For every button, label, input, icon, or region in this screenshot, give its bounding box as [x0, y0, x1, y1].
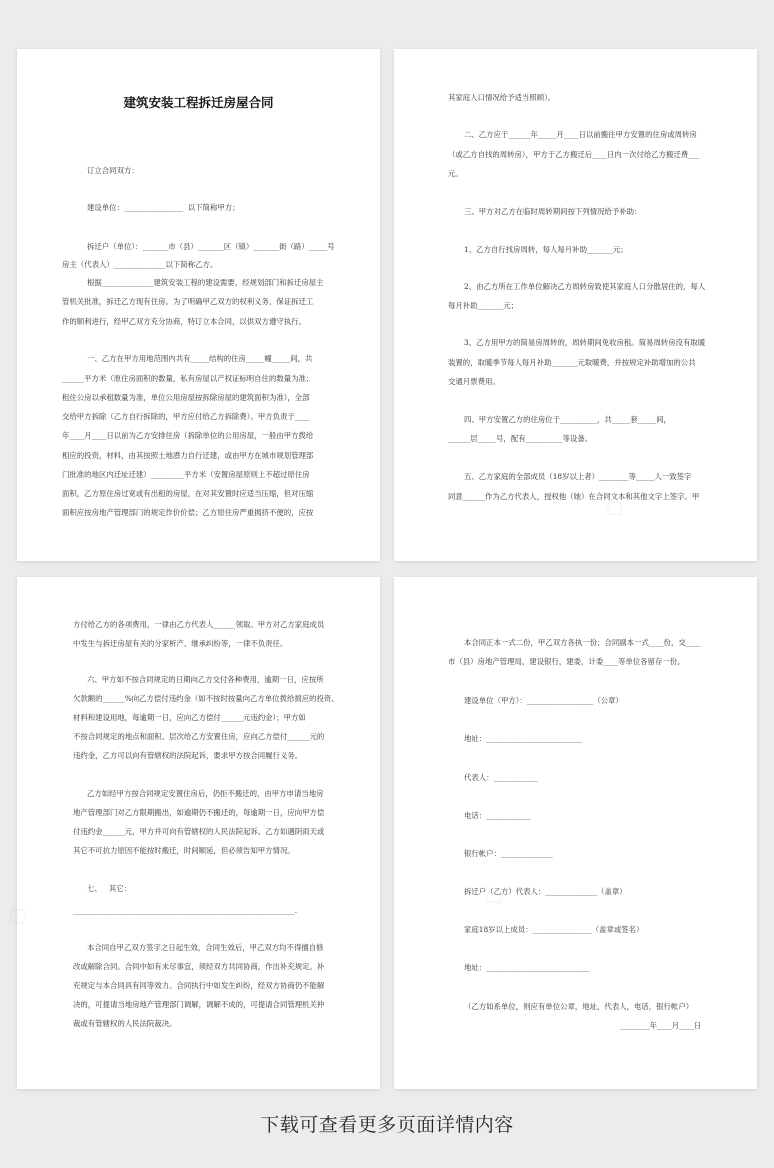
text-line: 中发生与拆迁房屋有关的分家析产、继承纠纷等，一律不负责任。 — [73, 639, 288, 648]
text-line: 裁或有管辖权的人民法院裁决。 — [73, 1019, 177, 1028]
text-line: 六、甲方如不按合同规定的日期向乙方交付各种费用，逾期一日，应按所 — [87, 675, 324, 684]
text-line: 3、乙方用甲方的简易房周转的，周转期间免收房租。简易周转房没有取暖 — [464, 338, 706, 347]
text-line: （乙方如系单位，则应有单位公章，地址，代表人，电话，银行帐户） — [464, 1002, 694, 1011]
text-line: 拆迁户（单位）：_______市（县）_______区（镇）_______街（路）_____号 — [87, 242, 335, 251]
text-line: 交给甲方拆除（乙方自行拆除的，甲方应付给乙方拆除费）。甲方负责于____ — [62, 412, 310, 421]
text-line: 建设单位：________________ 以下简称甲方； — [87, 203, 240, 212]
text-line: 二、乙方应于______年_____月____日以前搬往甲方安置的住房或周转房 — [464, 130, 697, 139]
text-line: 根据______________建筑安装工程的建设需要，经规划部门和拆迁房屋主 — [87, 278, 324, 287]
text-line: 同意______作为乙方代表人，授权他（她）在合同文本和其他文字上签字。甲 — [448, 492, 700, 501]
text-line: 门批准的地区内迁址迁建）_________平方米（安置房屋原则上不超过原住房 — [62, 470, 310, 479]
text-line: 地址：____________________________ — [464, 963, 590, 972]
text-line: 订立合同双方： — [87, 166, 139, 175]
text-line: 本合同正本一式二份，甲乙双方各执一份；合同副本一式____份，交____ — [464, 638, 701, 647]
text-line: （或乙方自找的周转房），甲方于乙方搬迁后____日内一次付给乙方搬迁费___ — [448, 150, 700, 159]
text-line: 其家庭人口情况给予适当照顾）。 — [448, 93, 556, 102]
text-line: 地址：__________________________ — [464, 734, 583, 743]
text-line: 2、由乙方所在工作单位解决乙方周转房致使其家庭人口分散居住的，每人 — [464, 282, 706, 291]
text-line: 市（县）房地产管理局，建设银行，建委，计委____等单位各留存一份。 — [448, 657, 685, 666]
text-line: 家庭18岁以上成员：________________（盖章或签名） — [464, 925, 644, 934]
text-line: 租住公房以承租数量为准，单位公用房屋按拆除房屋的建筑面积为准），全部 — [62, 393, 310, 402]
text-line: 管机关批准，拆迁乙方现有住房。为了明确甲乙双方的权利义务，保证拆迁工 — [62, 297, 314, 306]
text-line: 建设单位（甲方）：__________________（公章） — [464, 696, 623, 705]
text-line: 本合同自甲乙双方签字之日起生效，合同生效后，甲乙双方均不得擅自修 — [87, 943, 324, 952]
text-line: 银行帐户：______________ — [464, 849, 553, 858]
text-line: 作的顺利进行，经甲乙双方充分协商，特订立本合同，以供双方遵守执行。 — [62, 317, 306, 326]
text-line: 改或解除合同。合同中如有未尽事宜，须经双方共同协商，作出补充规定。补 — [73, 962, 325, 971]
text-line: 面积应按房地产管理部门的规定作价价偿；乙方原住房严重拥挤不便的，应按 — [62, 508, 314, 517]
text-line: 房主（代表人）______________以下简称乙方。 — [62, 260, 218, 269]
text-line: 付违约金______元，甲方并可向有管辖权的人民法院起诉。乙方如遇阴雨天或 — [73, 827, 325, 836]
text-line: ____________________________________________________________. — [73, 906, 298, 915]
text-line: 一、乙方在甲方用地范围内共有_____结构的住房_____幢_____间，共 — [87, 354, 313, 363]
text-line: 七、 其它： — [87, 884, 132, 893]
text-line: 不按合同规定的地点和面积、层次给乙方安置住房，应向乙方偿付______元的 — [73, 732, 325, 741]
text-line: 年____月____日以前为乙方安排住房（拆除单位的公用房屋，一般由甲方拨给 — [62, 431, 314, 440]
text-line: 装置的，取暖季节每人每月补助_______元取暖费，并按规定补助增加的公共 — [448, 358, 696, 367]
text-line: 四、甲方安置乙方的住房位于__________，共_____套_____间， — [464, 415, 671, 424]
text-line: 拆迁户（乙方）代表人：______________（盖章） — [464, 887, 627, 896]
text-line: 电话：____________ — [464, 811, 531, 820]
date-line: ________年____月____日 — [620, 1021, 702, 1030]
text-line: 面积，乙方原住房过宽或有出租的房屋，在对其安置时应适当压缩，但对压缩 — [62, 489, 314, 498]
text-line: 1、乙方自行找房周转，每人每月补助_______元； — [464, 245, 628, 254]
text-line: 地产管理部门对乙方限期搬出，如逾期仍不搬迁的，每逾期一日，应向甲方偿 — [73, 808, 325, 817]
contract-page-2 — [394, 49, 757, 561]
text-line: 相应的投资，材料，由其按照土地潜力自行迁建，或由甲方在城市规划管理部 — [62, 451, 314, 460]
watermark — [0, 895, 36, 936]
contract-page-4 — [394, 577, 757, 1089]
text-line: 充规定与本合同具有同等效力。合同执行中如发生纠纷，经双方协商仍不能解 — [73, 981, 325, 990]
download-caption[interactable]: 下载可查看更多页面详情内容 — [260, 1114, 514, 1136]
text-line: 三、甲方对乙方在临时周转期间按下列情况给予补助： — [464, 207, 642, 216]
contract-page-3 — [17, 577, 380, 1089]
text-line: 欠款额的______%向乙方偿付违约金（如不按时按量向乙方单位拨给损应的投资、 — [73, 694, 339, 703]
text-line: 方付给乙方的各项费用，一律由乙方代表人______领取。甲方对乙方家庭成员 — [73, 620, 325, 629]
text-line: 五、乙方家庭的全部成员（18岁以上者）________等_____人一致签字 — [464, 472, 692, 481]
text-line: 其它不可抗力原因不能按时搬迁，时间顺延，但必须告知甲方情况。 — [73, 846, 295, 855]
text-line: 材料和建设用地，每逾期一日，应向乙方偿付______元违约金）；甲方如 — [73, 713, 306, 722]
text-line: 决的，可提请当地房地产管理部门调解，调解不成的，可提请合同管理机关仲 — [73, 1000, 325, 1009]
contract-page-1 — [17, 49, 380, 561]
text-line: ______层_____号，配有__________等设备。 — [448, 434, 593, 443]
text-line: ______平方米（原住房面积的数量，私有房屋以产权证标明自住的数量为准； — [62, 374, 314, 383]
text-line: 交通月票费用。 — [448, 377, 500, 386]
text-line: 代表人：____________ — [464, 773, 538, 782]
text-line: 每月补助_______元； — [448, 301, 519, 310]
document-title: 建筑安装工程拆迁房屋合同 — [123, 95, 274, 110]
text-line: 违约金，乙方可以向有管辖权的法院起诉，要求甲方按合同履行义务。 — [73, 751, 303, 760]
text-line: 元。 — [448, 169, 463, 178]
text-line: 乙方如经甲方按合同规定安置住房后，仍拒不搬迁的，由甲方申请当地房 — [87, 789, 324, 798]
